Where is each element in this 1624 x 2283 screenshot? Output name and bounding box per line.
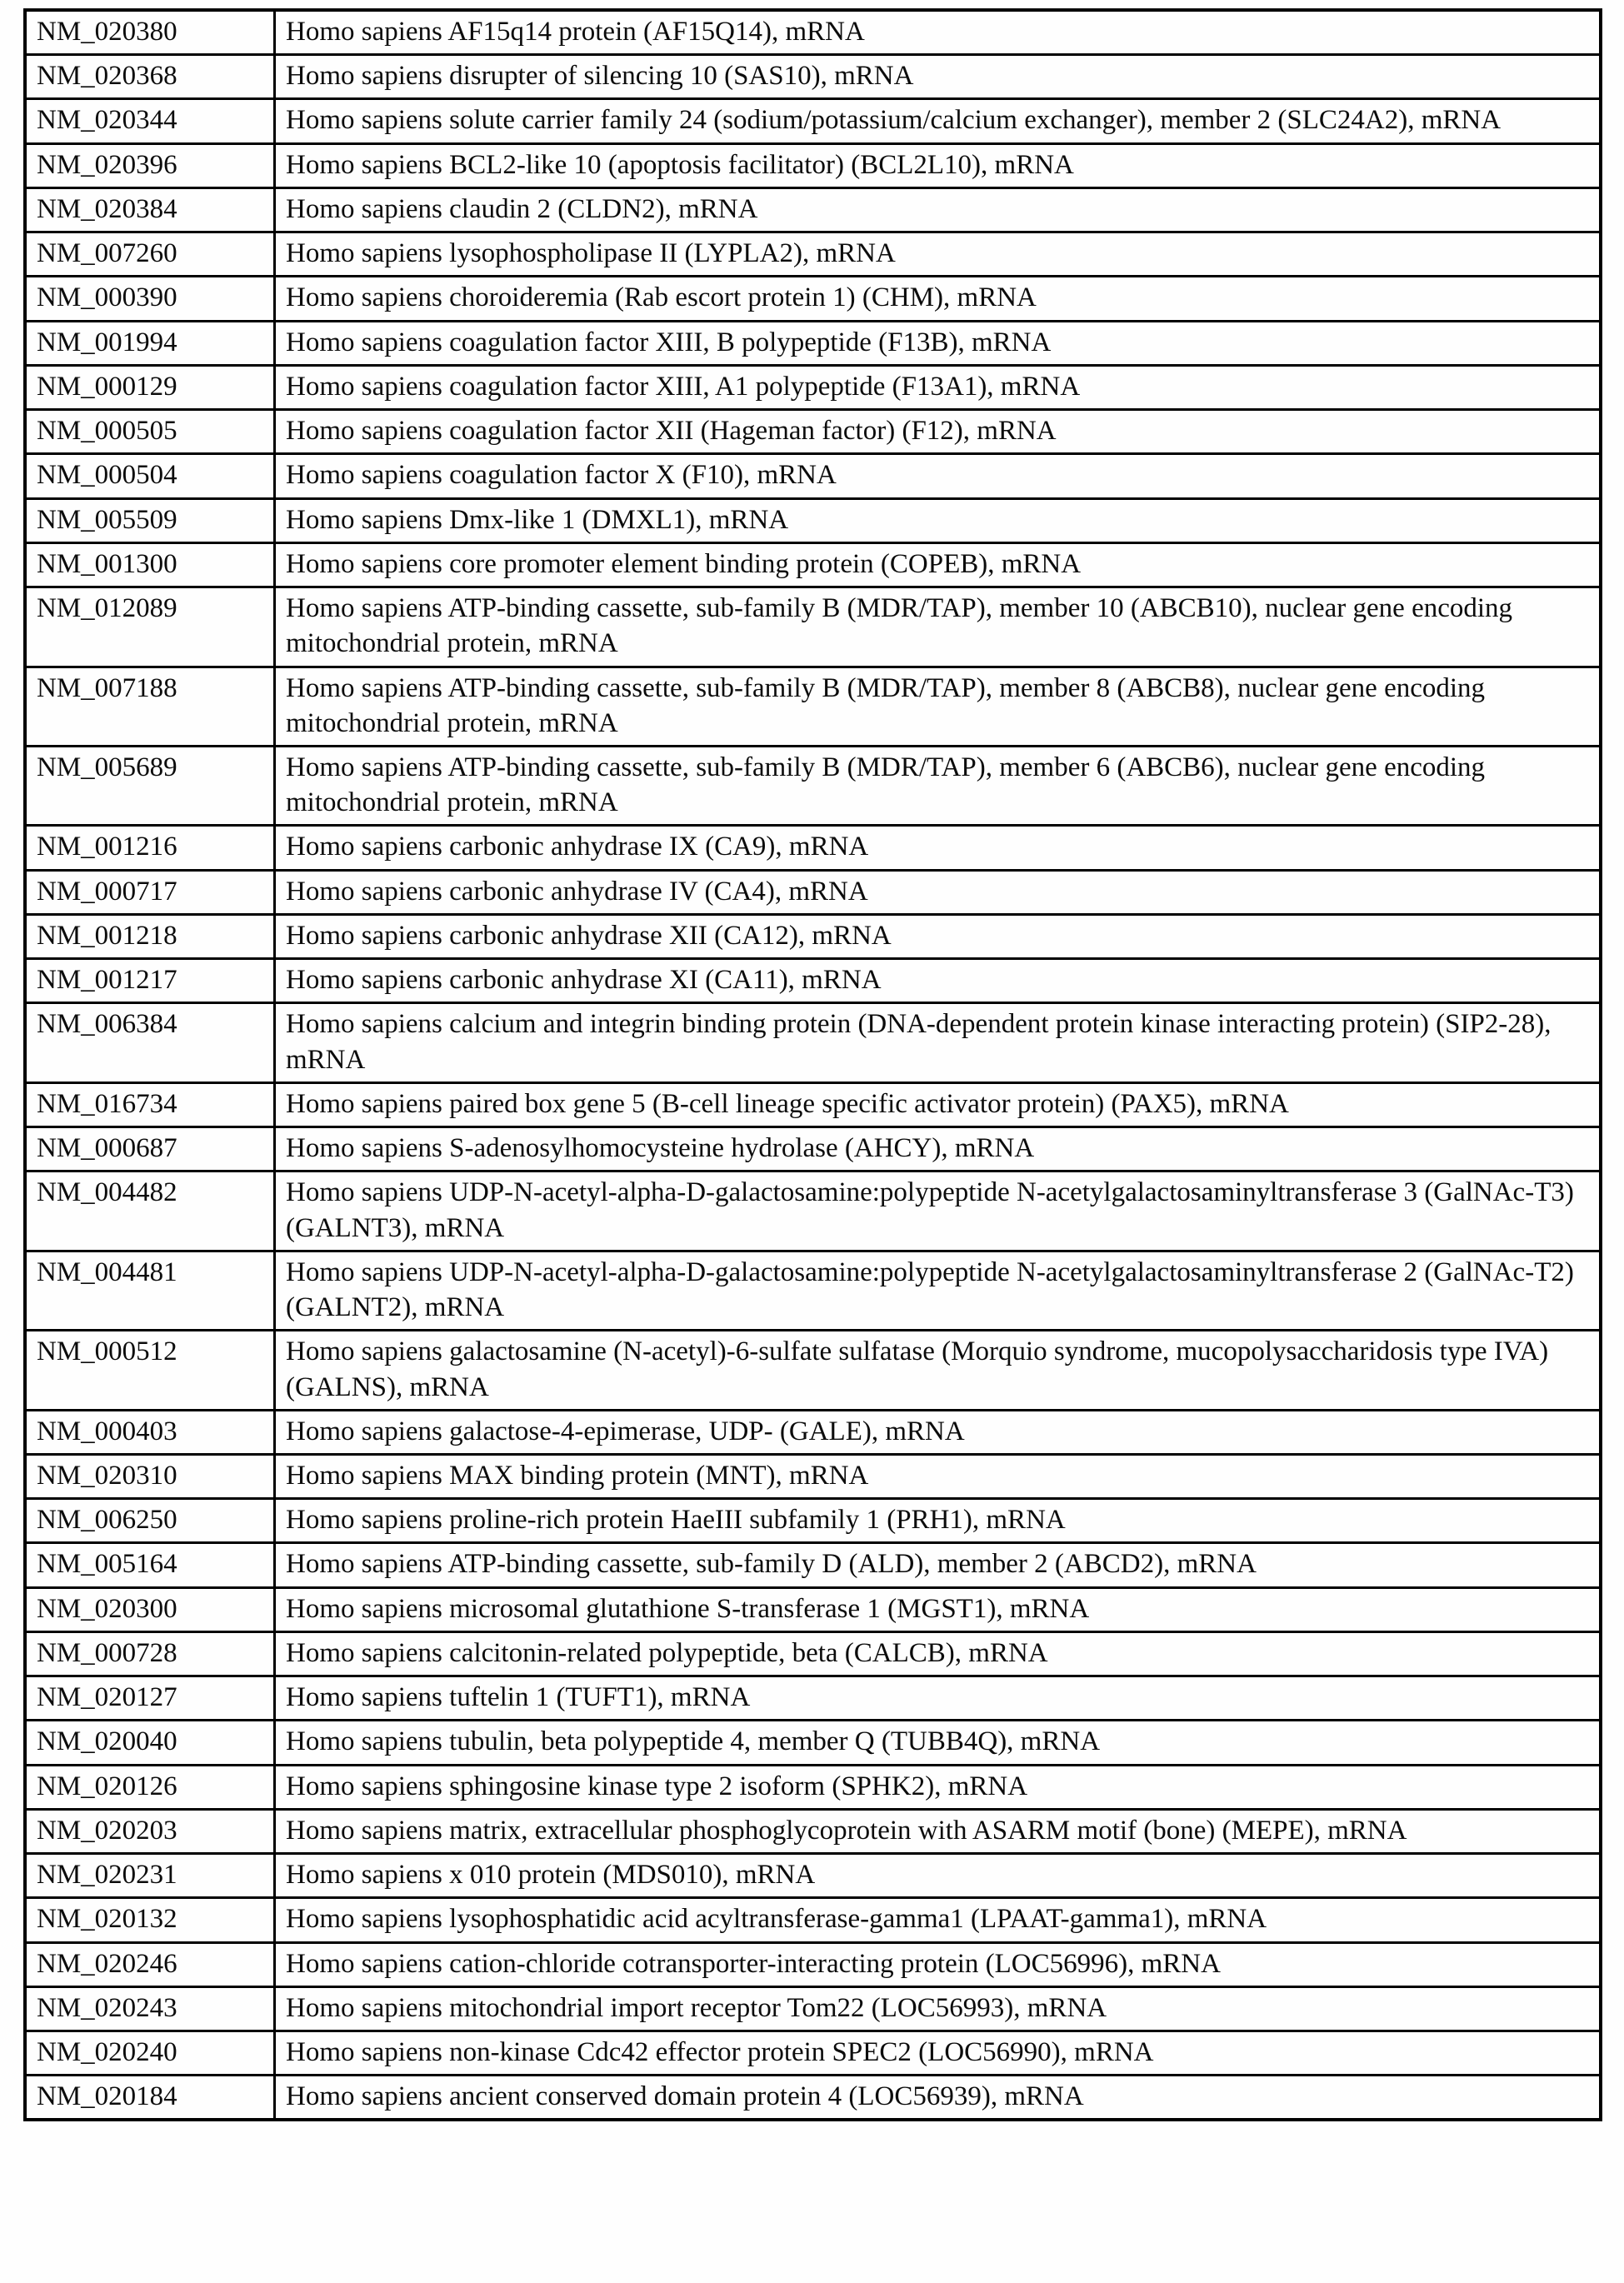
- table-row: [25, 232, 1601, 277]
- description-cell: Homo sapiens mitochondrial import receptor Tom22 (LOC56993), mRNA: [275, 1986, 1602, 2031]
- table-row: [25, 1251, 1601, 1330]
- accession-cell: NM_020126: [25, 1765, 275, 1809]
- table-row: [25, 1942, 1601, 1986]
- description-cell: Homo sapiens microsomal glutathione S-transferase 1 (MGST1), mRNA: [275, 1587, 1602, 1631]
- accession-cell: NM_000403: [25, 1410, 275, 1454]
- description-cell: Homo sapiens paired box gene 5 (B-cell lineage specific activator protein) (PAX5), mRNA: [275, 1082, 1602, 1127]
- gene-table-body: [25, 10, 1601, 2120]
- accession-cell: NM_005689: [25, 746, 275, 825]
- description-cell: Homo sapiens matrix, extracellular phosphoglycoprotein with ASARM motif (bone) (MEPE), mRNA: [275, 1809, 1602, 1853]
- description-cell: Homo sapiens proline-rich protein HaeIII subfamily 1 (PRH1), mRNA: [275, 1499, 1602, 1543]
- table-row: [25, 1631, 1601, 1676]
- description-cell: Homo sapiens coagulation factor X (F10), mRNA: [275, 454, 1602, 498]
- description-cell: Homo sapiens cation-chloride cotransporter-interacting protein (LOC56996), mRNA: [275, 1942, 1602, 1986]
- table-row: [25, 1543, 1601, 1587]
- description-cell: Homo sapiens coagulation factor XIII, B polypeptide (F13B), mRNA: [275, 321, 1602, 365]
- accession-cell: NM_001217: [25, 959, 275, 1003]
- table-row: [25, 1986, 1601, 2031]
- accession-cell: NM_020384: [25, 187, 275, 232]
- accession-cell: NM_016734: [25, 1082, 275, 1127]
- description-cell: Homo sapiens solute carrier family 24 (sodium/potassium/calcium exchanger), member 2 (SLC24A2), mRNA: [275, 99, 1602, 143]
- table-row: [25, 1331, 1601, 1410]
- description-cell: Homo sapiens non-kinase Cdc42 effector protein SPEC2 (LOC56990), mRNA: [275, 2031, 1602, 2076]
- accession-cell: NM_006250: [25, 1499, 275, 1543]
- description-cell: Homo sapiens Dmx-like 1 (DMXL1), mRNA: [275, 498, 1602, 542]
- description-cell: Homo sapiens calcium and integrin binding protein (DNA-dependent protein kinase interacting protein) (SIP2-28), mRNA: [275, 1003, 1602, 1082]
- description-cell: Homo sapiens lysophosphatidic acid acyltransferase-gamma1 (LPAAT-gamma1), mRNA: [275, 1898, 1602, 1942]
- description-cell: Homo sapiens disrupter of silencing 10 (SAS10), mRNA: [275, 55, 1602, 99]
- table-row: [25, 1454, 1601, 1498]
- description-cell: Homo sapiens coagulation factor XII (Hageman factor) (F12), mRNA: [275, 410, 1602, 454]
- accession-cell: NM_020040: [25, 1721, 275, 1765]
- table-row: [25, 410, 1601, 454]
- description-cell: Homo sapiens carbonic anhydrase IX (CA9), mRNA: [275, 826, 1602, 870]
- table-row: [25, 1499, 1601, 1543]
- description-cell: Homo sapiens tuftelin 1 (TUFT1), mRNA: [275, 1676, 1602, 1721]
- description-cell: Homo sapiens S-adenosylhomocysteine hydrolase (AHCY), mRNA: [275, 1127, 1602, 1171]
- description-cell: Homo sapiens claudin 2 (CLDN2), mRNA: [275, 187, 1602, 232]
- accession-cell: NM_007260: [25, 232, 275, 277]
- table-row: [25, 365, 1601, 409]
- description-cell: Homo sapiens ATP-binding cassette, sub-family B (MDR/TAP), member 8 (ABCB8), nuclear gene encoding mitochondrial protein, mRNA: [275, 667, 1602, 746]
- accession-cell: NM_000129: [25, 365, 275, 409]
- accession-cell: NM_005509: [25, 498, 275, 542]
- table-row: [25, 321, 1601, 365]
- accession-cell: NM_004481: [25, 1251, 275, 1330]
- description-cell: Homo sapiens choroideremia (Rab escort protein 1) (CHM), mRNA: [275, 277, 1602, 321]
- gene-accession-table: [23, 8, 1602, 2121]
- description-cell: Homo sapiens carbonic anhydrase IV (CA4), mRNA: [275, 870, 1602, 914]
- accession-cell: NM_000512: [25, 1331, 275, 1410]
- accession-cell: NM_020132: [25, 1898, 275, 1942]
- table-row: [25, 1721, 1601, 1765]
- table-row: [25, 542, 1601, 587]
- table-row: [25, 143, 1601, 187]
- description-cell: Homo sapiens ATP-binding cassette, sub-family B (MDR/TAP), member 6 (ABCB6), nuclear gene encoding mitochondrial protein, mRNA: [275, 746, 1602, 825]
- table-row: [25, 99, 1601, 143]
- description-cell: Homo sapiens core promoter element binding protein (COPEB), mRNA: [275, 542, 1602, 587]
- description-cell: Homo sapiens ancient conserved domain protein 4 (LOC56939), mRNA: [275, 2076, 1602, 2121]
- table-row: [25, 1587, 1601, 1631]
- accession-cell: NM_020344: [25, 99, 275, 143]
- accession-cell: NM_007188: [25, 667, 275, 746]
- description-cell: Homo sapiens carbonic anhydrase XII (CA12), mRNA: [275, 914, 1602, 958]
- description-cell: Homo sapiens UDP-N-acetyl-alpha-D-galactosamine:polypeptide N-acetylgalactosaminyltransferase 3 (GalNAc-T3) (GALNT3), mRNA: [275, 1171, 1602, 1251]
- table-row: [25, 587, 1601, 667]
- table-row: [25, 1809, 1601, 1853]
- table-row: [25, 2031, 1601, 2076]
- table-row: [25, 10, 1601, 55]
- table-row: [25, 1898, 1601, 1942]
- table-row: [25, 1003, 1601, 1082]
- accession-cell: NM_000728: [25, 1631, 275, 1676]
- accession-cell: NM_001216: [25, 826, 275, 870]
- accession-cell: NM_000687: [25, 1127, 275, 1171]
- accession-cell: NM_020240: [25, 2031, 275, 2076]
- accession-cell: NM_020310: [25, 1454, 275, 1498]
- accession-cell: NM_006384: [25, 1003, 275, 1082]
- accession-cell: NM_020231: [25, 1854, 275, 1898]
- accession-cell: NM_000390: [25, 277, 275, 321]
- description-cell: Homo sapiens calcitonin-related polypeptide, beta (CALCB), mRNA: [275, 1631, 1602, 1676]
- accession-cell: NM_020203: [25, 1809, 275, 1853]
- accession-cell: NM_020127: [25, 1676, 275, 1721]
- accession-cell: NM_020368: [25, 55, 275, 99]
- description-cell: Homo sapiens UDP-N-acetyl-alpha-D-galactosamine:polypeptide N-acetylgalactosaminyltransferase 2 (GalNAc-T2) (GALNT2), mRNA: [275, 1251, 1602, 1330]
- accession-cell: NM_020396: [25, 143, 275, 187]
- table-row: [25, 1410, 1601, 1454]
- accession-cell: NM_020243: [25, 1986, 275, 2031]
- description-cell: Homo sapiens sphingosine kinase type 2 isoform (SPHK2), mRNA: [275, 1765, 1602, 1809]
- table-row: [25, 498, 1601, 542]
- table-row: [25, 870, 1601, 914]
- accession-cell: NM_012089: [25, 587, 275, 667]
- table-row: [25, 746, 1601, 825]
- table-row: [25, 1676, 1601, 1721]
- description-cell: Homo sapiens AF15q14 protein (AF15Q14), mRNA: [275, 10, 1602, 55]
- description-cell: Homo sapiens ATP-binding cassette, sub-family B (MDR/TAP), member 10 (ABCB10), nuclear gene encoding mitochondrial protein, mRNA: [275, 587, 1602, 667]
- table-row: [25, 187, 1601, 232]
- table-row: [25, 826, 1601, 870]
- description-cell: Homo sapiens galactose-4-epimerase, UDP- (GALE), mRNA: [275, 1410, 1602, 1454]
- description-cell: Homo sapiens BCL2-like 10 (apoptosis facilitator) (BCL2L10), mRNA: [275, 143, 1602, 187]
- accession-cell: NM_000505: [25, 410, 275, 454]
- table-row: [25, 277, 1601, 321]
- description-cell: Homo sapiens coagulation factor XIII, A1 polypeptide (F13A1), mRNA: [275, 365, 1602, 409]
- table-row: [25, 1171, 1601, 1251]
- table-row: [25, 1127, 1601, 1171]
- table-row: [25, 454, 1601, 498]
- table-row: [25, 667, 1601, 746]
- accession-cell: NM_020300: [25, 1587, 275, 1631]
- accession-cell: NM_001994: [25, 321, 275, 365]
- accession-cell: NM_001300: [25, 542, 275, 587]
- description-cell: Homo sapiens ATP-binding cassette, sub-family D (ALD), member 2 (ABCD2), mRNA: [275, 1543, 1602, 1587]
- table-row: [25, 1854, 1601, 1898]
- accession-cell: NM_004482: [25, 1171, 275, 1251]
- table-row: [25, 2076, 1601, 2121]
- description-cell: Homo sapiens x 010 protein (MDS010), mRNA: [275, 1854, 1602, 1898]
- accession-cell: NM_005164: [25, 1543, 275, 1587]
- accession-cell: NM_000504: [25, 454, 275, 498]
- table-row: [25, 1082, 1601, 1127]
- description-cell: Homo sapiens lysophospholipase II (LYPLA2), mRNA: [275, 232, 1602, 277]
- description-cell: Homo sapiens carbonic anhydrase XI (CA11), mRNA: [275, 959, 1602, 1003]
- accession-cell: NM_001218: [25, 914, 275, 958]
- description-cell: Homo sapiens MAX binding protein (MNT), mRNA: [275, 1454, 1602, 1498]
- table-row: [25, 1765, 1601, 1809]
- table-row: [25, 959, 1601, 1003]
- description-cell: Homo sapiens galactosamine (N-acetyl)-6-sulfate sulfatase (Morquio syndrome, mucopolysaccharidosis type IVA) (GALNS), mRNA: [275, 1331, 1602, 1410]
- table-row: [25, 55, 1601, 99]
- accession-cell: NM_020184: [25, 2076, 275, 2121]
- accession-cell: NM_020380: [25, 10, 275, 55]
- table-row: [25, 914, 1601, 958]
- description-cell: Homo sapiens tubulin, beta polypeptide 4, member Q (TUBB4Q), mRNA: [275, 1721, 1602, 1765]
- accession-cell: NM_000717: [25, 870, 275, 914]
- accession-cell: NM_020246: [25, 1942, 275, 1986]
